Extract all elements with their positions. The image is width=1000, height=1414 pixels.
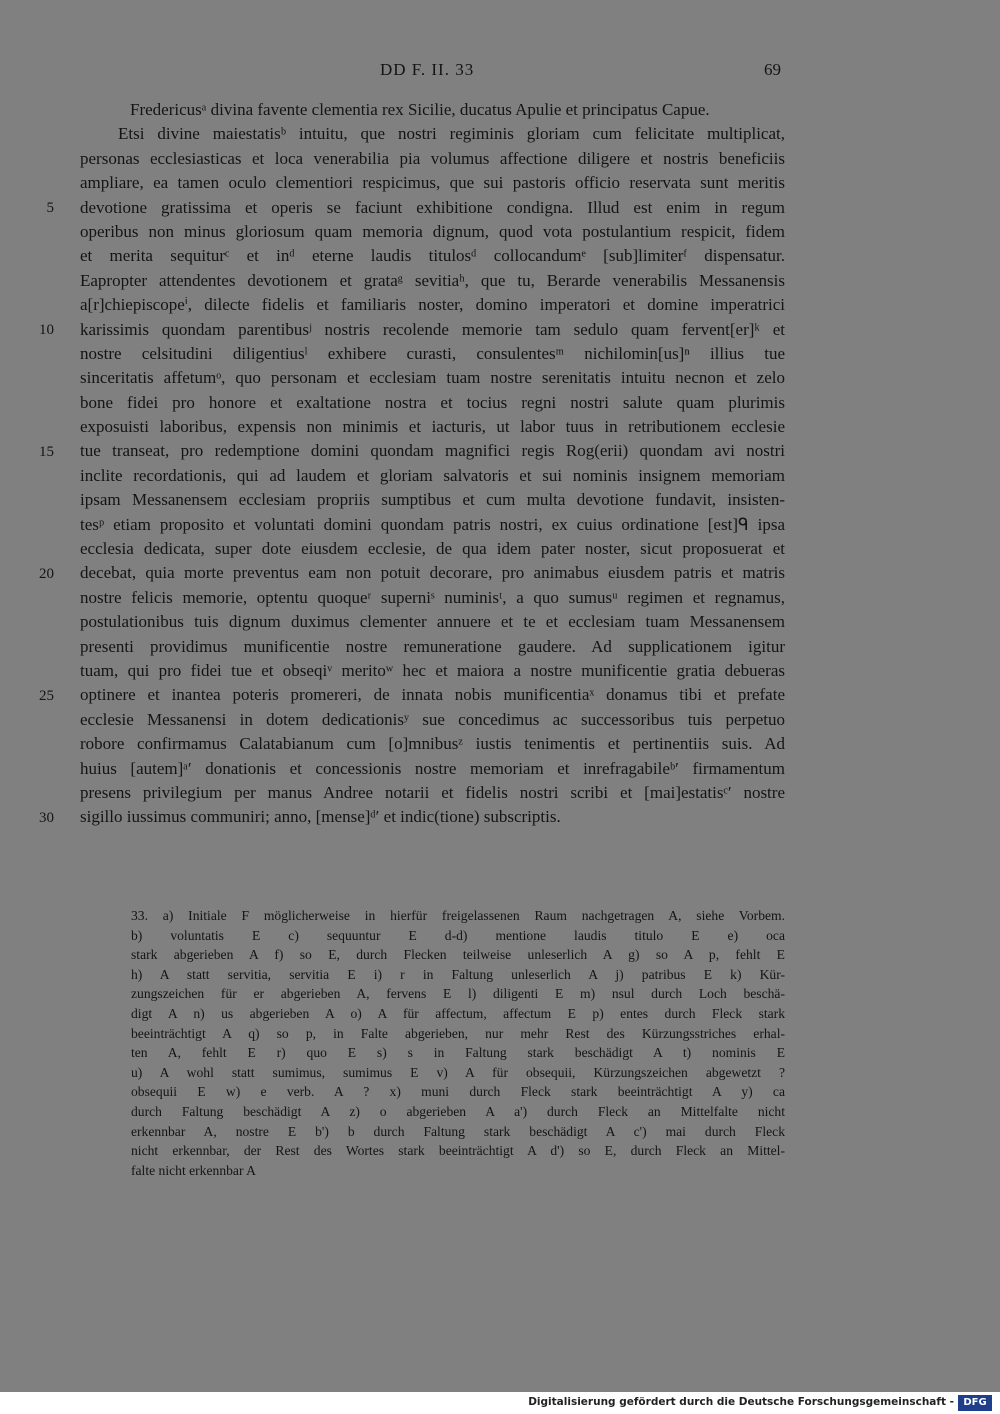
text-line: ecclesie Messanensi in dotem dedicationisʸ sue concedimus ac successoribus tuis perpetuo bbox=[80, 709, 785, 729]
note-line: zungszeichen für er abgerieben A, fervens E l) diligenti E m) nsul durch Loch beschä- bbox=[131, 986, 785, 1002]
text-line: inclite recordationis, qui ad laudem et gloriam salvatoris et sui nominis insignem memoriam bbox=[80, 465, 785, 485]
text-line: Etsi divine maiestatisᵇ intuitu, que nostri regiminis gloriam cum felicitate multiplicat, bbox=[118, 124, 785, 144]
page-number: 69 bbox=[764, 60, 781, 79]
text-line: sinceritatis affetumᵒ, quo personam et ecclesiam tuam nostre serenitatis intuitu necnon et zelo bbox=[80, 368, 785, 388]
text-line: operibus non minus gloriosum quam memoria dignum, quod vota postulantium respicit, fidem bbox=[80, 221, 785, 241]
critical-apparatus bbox=[131, 906, 785, 1180]
text-line: devotione gratissima et operis se faciunt exhibitione condigna. Illud est enim in regum bbox=[80, 197, 785, 217]
note-line: obsequii E w) e verb. A ? x) muni durch Fleck stark beeinträchtigt A y) ca bbox=[131, 1084, 785, 1100]
note-line: beeinträchtigt A q) so p, in Falte abgerieben, nur mehr Rest des Kürzungsstriches erhal- bbox=[131, 1025, 785, 1041]
note-line: nicht erkennbar, der Rest des Wortes stark beeinträchtigt A d') so E, durch Fleck an Mittel- bbox=[131, 1143, 785, 1159]
text-line: decebat, quia morte preventus eam non potuit decorare, pro animabus eiusdem patris et matris bbox=[80, 563, 785, 583]
text-line: presenti providimus munificentie nostre remuneratione gaudere. Ad supplicationem igitur bbox=[80, 636, 785, 656]
text-line: ipsam Messanensem ecclesiam propriis sumptibus et cum multa devotione fundavit, insisten- bbox=[80, 490, 785, 510]
dfg-logo[interactable]: DFG bbox=[958, 1395, 992, 1411]
line-number: 25 bbox=[39, 687, 54, 704]
note-line: b) voluntatis E c) sequuntur E d-d) mentione laudis titulo E e) oca bbox=[131, 927, 785, 943]
charter-text bbox=[80, 98, 785, 830]
text-line: huius [autem]ᵃ′ donationis et concessionis nostre memoriam et inrefragabileᵇ′ firmamentum bbox=[80, 758, 785, 778]
note-line: h) A statt servitia, servitia E i) r in Faltung unleserlich A j) patribus E k) Kür- bbox=[131, 966, 785, 982]
text-line: exposuisti laboribus, expensis non minimis et iacturis, ut labor tuus in retributionem ecclesie bbox=[80, 417, 785, 437]
text-line: Fredericusᵃ divina favente clementia rex Sicilie, ducatus Apulie et principatus Capue. bbox=[130, 100, 710, 119]
line-number: 15 bbox=[39, 443, 54, 460]
text-line: karissimis quondam parentibusʲ nostris recolende memorie tam sedulo quam fervent[er]ᵏ et bbox=[80, 319, 785, 339]
text-line: presens privilegium per manus Andree notarii et fidelis nostri scribi et [mai]estatisᶜ′ nostre bbox=[80, 782, 785, 802]
note-line: 33. a) Initiale F möglicherweise in hierfür freigelassenen Raum nachgetragen A, siehe Vorbem. bbox=[131, 908, 785, 923]
funding-notice[interactable]: Digitalisierung gefördert durch die Deutsche Forschungsgemeinschaft - bbox=[528, 1396, 954, 1408]
text-line: ampliare, ea tamen oculo clementiori respicimus, que sui pastoris officio reservata sunt meritis bbox=[80, 173, 785, 193]
text-line: sigillo iussimus communiri; anno, [mense]ᵈ′ et indic(tione) subscriptis. bbox=[80, 807, 561, 827]
running-title: DD F. II. 33 bbox=[380, 60, 475, 79]
text-line: ecclesia dedicata, super dote eiusdem ecclesie, de qua idem pater noster, sicut proposuerat et bbox=[80, 539, 785, 559]
footer bbox=[0, 1392, 1000, 1414]
text-line: postulationibus tuis dignum duximus clementer annuere et te et ecclesiam tuam Messanensem bbox=[80, 612, 785, 632]
text-line: a[r]chiepiscopeⁱ, dilecte fidelis et familiaris noster, domino imperatori et domine imperatrici bbox=[80, 295, 785, 315]
note-line: ten A, fehlt E r) quo E s) s in Faltung stark beschädigt A t) nominis E bbox=[131, 1045, 785, 1061]
text-line: bone fidei pro honore et exaltatione nostra et tocius regni nostri salute quam plurimis bbox=[80, 392, 785, 412]
note-line: stark abgerieben A f) so E, durch Flecken teilweise unleserlich A g) so A p, fehlt E bbox=[131, 947, 785, 963]
text-line: robore confirmamus Calatabianum cum [o]mnibusᶻ iustis tenimentis et pertinentiis suis. Ad bbox=[80, 734, 785, 754]
note-line: durch Faltung beschädigt A z) o abgerieben A a') durch Fleck an Mittelfalte nicht bbox=[131, 1103, 785, 1119]
text-line: tuam, qui pro fidei tue et obseqiᵛ meritoʷ hec et maiora a nostre munificentie gratia debueras bbox=[80, 660, 785, 680]
text-line: optinere et inantea poteris promereri, de innata nobis munificentiaˣ donamus tibi et prefate bbox=[80, 685, 785, 705]
line-number: 10 bbox=[39, 321, 54, 338]
text-line: nostre celsitudini diligentiusˡ exhibere curasti, consulentesᵐ nichilomin[us]ⁿ illius tue bbox=[80, 343, 785, 363]
line-number: 30 bbox=[39, 809, 54, 826]
text-line: personas ecclesiasticas et loca venerabilia pia volumus affectione diligere et nostris beneficiis bbox=[80, 148, 785, 168]
note-line: digt A n) us abgerieben A o) A für affectum, affectum E p) entes durch Fleck stark bbox=[131, 1005, 785, 1021]
text-line: et merita sequiturᶜ et inᵈ eterne laudis titulosᵈ collocandumᵉ [sub]limiterᶠ dispensatur. bbox=[80, 246, 785, 266]
note-line: falte nicht erkennbar A bbox=[131, 1162, 256, 1178]
note-line: u) A wohl statt sumimus, sumimus E v) A für obsequii, Kürzungszeichen abgewetzt ? bbox=[131, 1064, 785, 1080]
text-line: tue transeat, pro redemptione domini quondam magnifici regis Rog(erii) quondam avi nostri bbox=[80, 441, 785, 461]
page-header bbox=[0, 60, 1000, 84]
text-line: nostre felicis memorie, optentu quoqueʳ superniˢ numinisᵗ, a quo sumusᵘ regimen et regnamus, bbox=[80, 587, 785, 607]
note-line: erkennbar A, nostre E b') b durch Faltung stark beschädigt A c') mai durch Fleck bbox=[131, 1123, 785, 1139]
text-line: Eapropter attendentes devotionem et grataᵍ sevitiaʰ, que tu, Berarde venerabilis Messanensis bbox=[80, 270, 785, 290]
line-number: 20 bbox=[39, 565, 54, 582]
line-number: 5 bbox=[46, 199, 54, 216]
text-line: tesᵖ etiam proposito et voluntati domini quondam patris nostri, ex cuius ordinatione [est]ᑫ ipsa bbox=[80, 514, 785, 534]
